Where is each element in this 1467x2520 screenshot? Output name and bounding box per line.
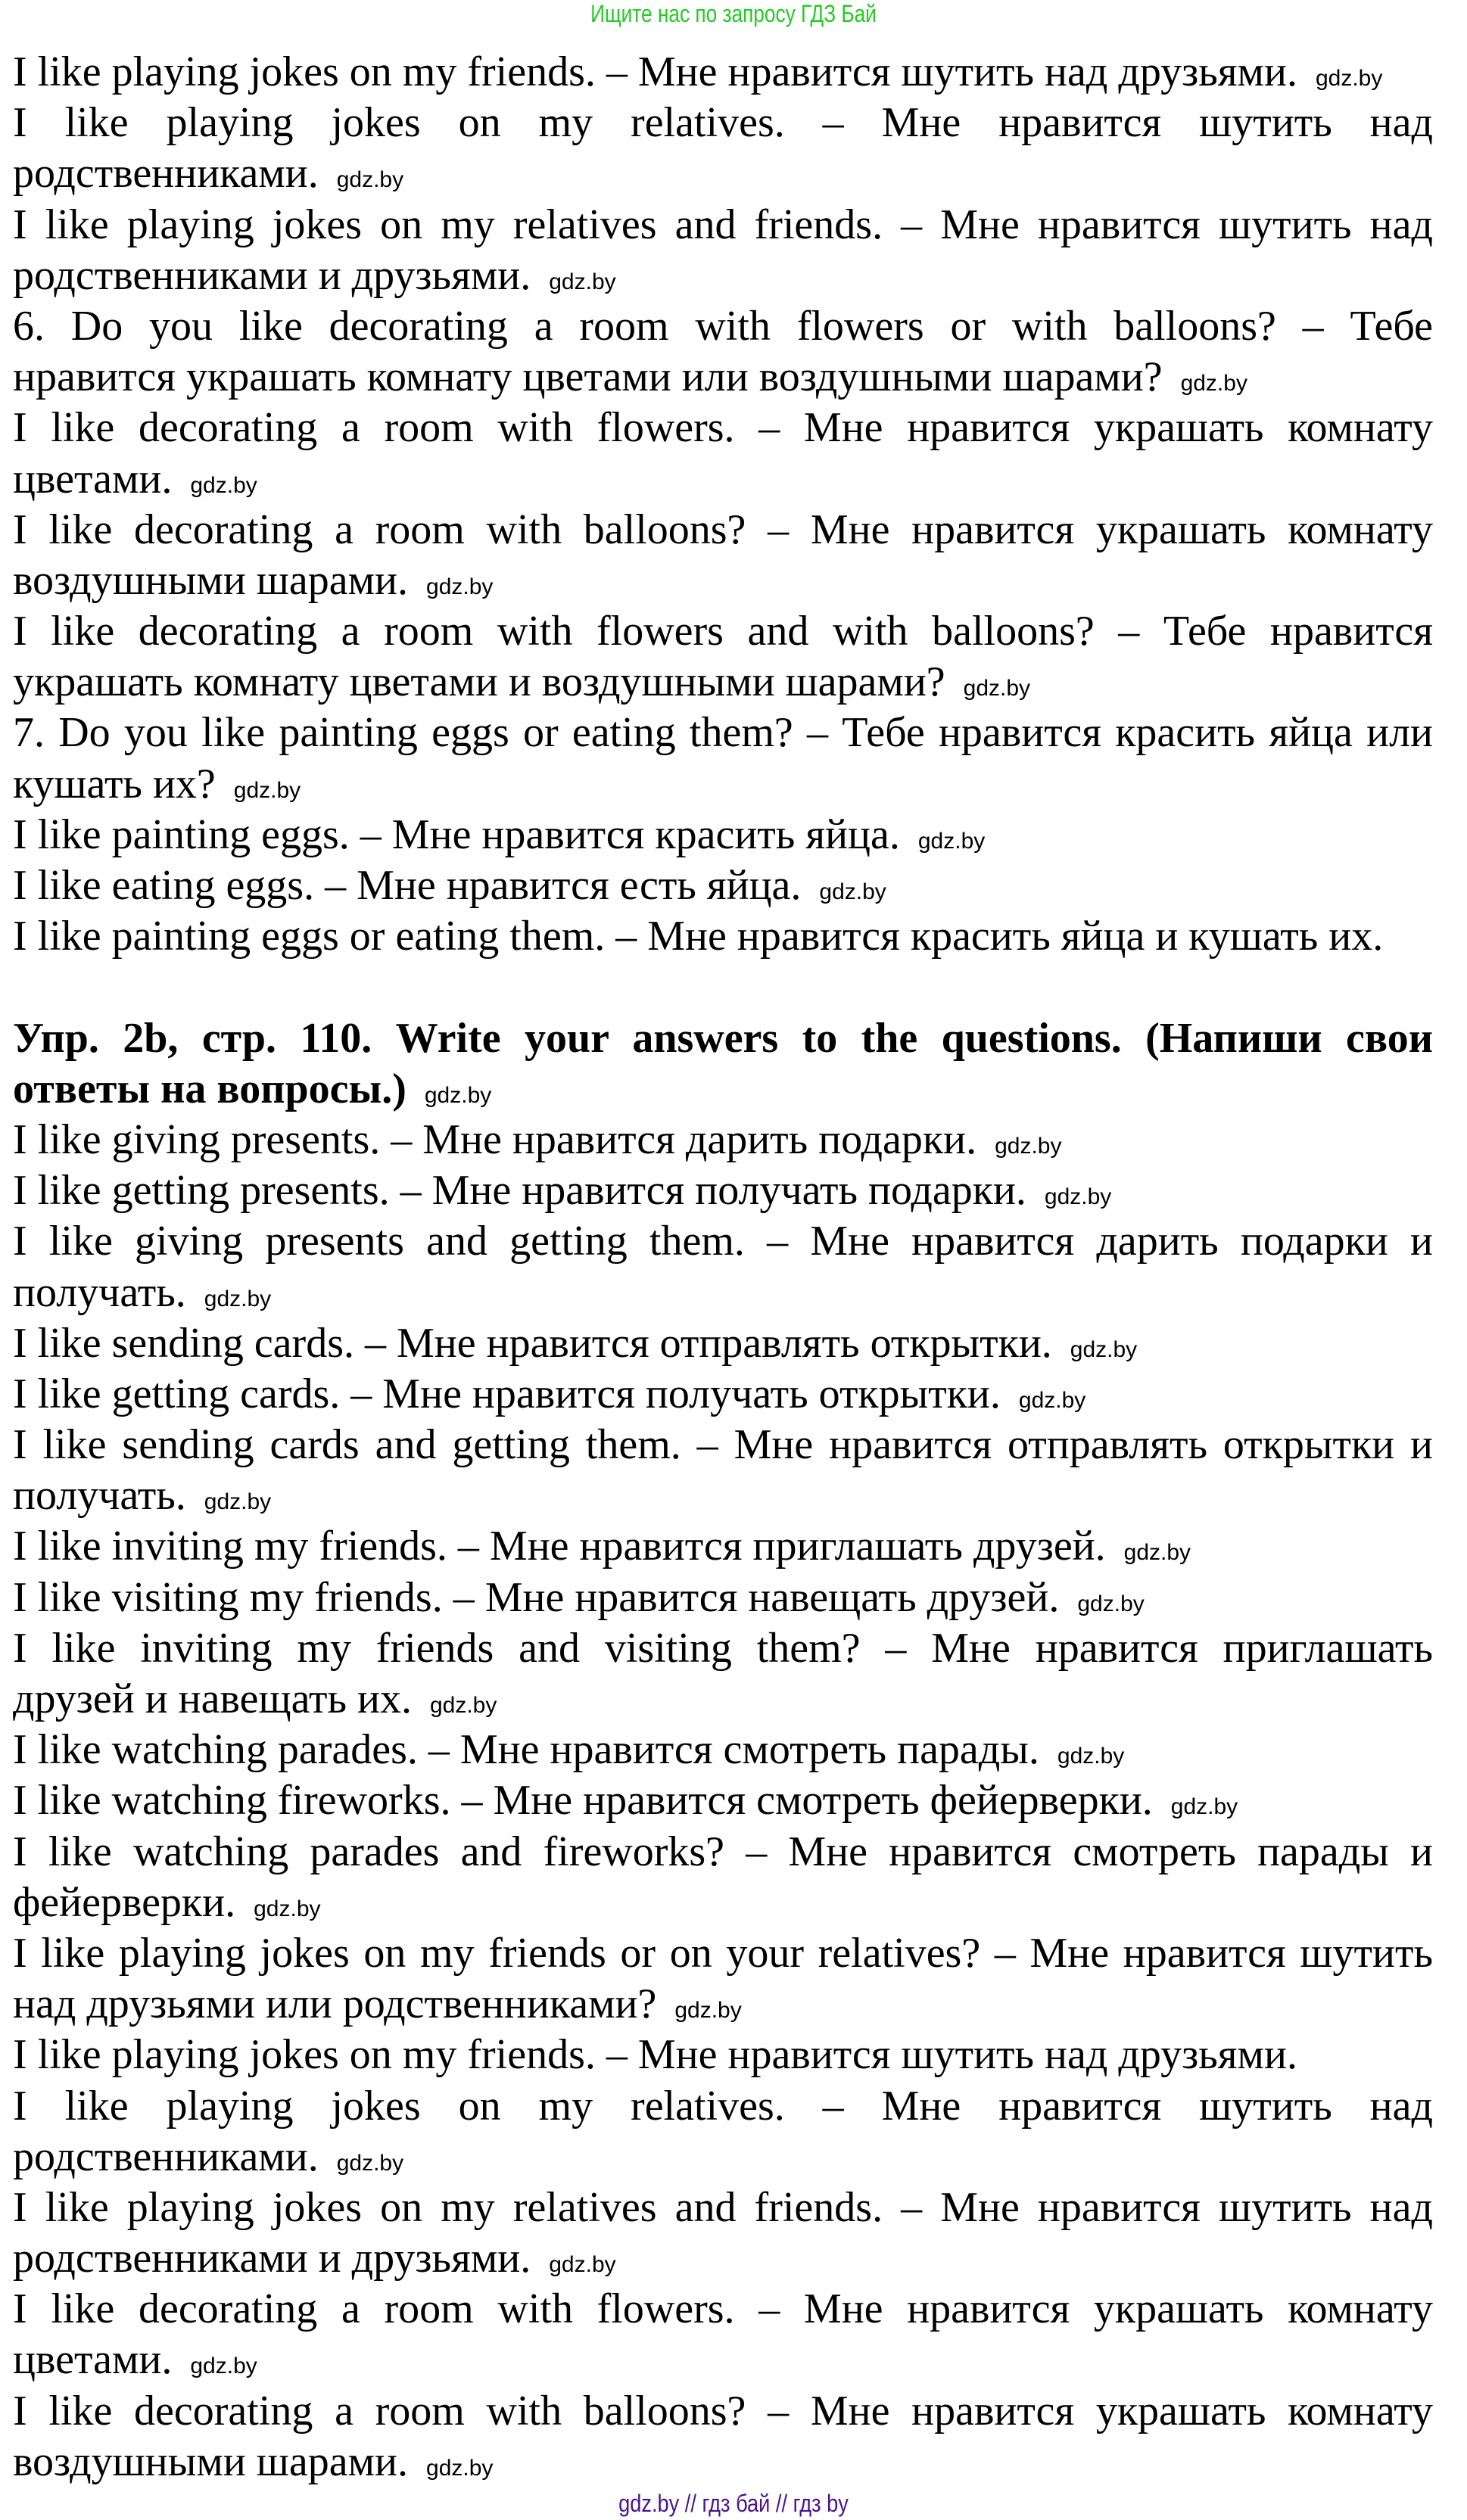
exercise-heading: ответы на вопросы.) bbox=[13, 1065, 406, 1112]
text-line bbox=[13, 1928, 1454, 1979]
line-text: родственниками. bbox=[13, 150, 319, 198]
text-line bbox=[13, 2081, 1454, 2132]
text-line bbox=[13, 2335, 1454, 2385]
watermark-text: gdz.by bbox=[1044, 1184, 1112, 1210]
text-line bbox=[13, 1573, 1454, 1623]
text-line bbox=[13, 606, 1454, 657]
text-line bbox=[13, 505, 1454, 555]
line-text: I like watching fireworks. – Мне нравится смотреть фейерверки. bbox=[13, 1777, 1153, 1825]
exercise-heading: Упр. 2b, стр. 110. Write your answers to the questions. (Напиши свои bbox=[13, 1014, 1433, 1062]
text-line bbox=[13, 2132, 1454, 2182]
text-line bbox=[13, 2437, 1454, 2487]
line-text: I like watching parades and fireworks? – Мне нравится смотреть парады и bbox=[13, 1828, 1433, 1875]
text-line bbox=[13, 301, 1454, 352]
watermark-text: gdz.by bbox=[424, 1082, 492, 1108]
text-line bbox=[13, 1369, 1454, 1420]
text-line bbox=[13, 860, 1454, 911]
line-text: I like getting presents. – Мне нравится получать подарки. bbox=[13, 1167, 1026, 1215]
text-line bbox=[13, 1878, 1454, 1928]
text-line bbox=[13, 1115, 1454, 1165]
line-text: кушать их? bbox=[13, 760, 216, 807]
line-text: I like playing jokes on my friends. – Мне нравится шутить над друзьями. bbox=[13, 48, 1297, 95]
text-line bbox=[13, 47, 1454, 98]
watermark-text: gdz.by bbox=[336, 167, 404, 193]
watermark-text: gdz.by bbox=[549, 2252, 616, 2278]
text-line bbox=[13, 1775, 1454, 1826]
text-line bbox=[13, 2233, 1454, 2284]
line-text: друзей и навещать их. bbox=[13, 1675, 412, 1722]
line-text: родственниками. bbox=[13, 2133, 319, 2180]
line-text: 7. Do you like painting eggs or eating them? – Тебе нравится красить яйца или bbox=[13, 709, 1433, 757]
text-line bbox=[13, 1420, 1454, 1470]
line-text: I like watching parades. – Мне нравится смотреть парады. bbox=[13, 1726, 1039, 1774]
document-body bbox=[13, 47, 1454, 2487]
line-text: цветами. bbox=[13, 455, 173, 502]
text-line bbox=[13, 657, 1454, 708]
text-line bbox=[13, 352, 1454, 403]
text-line bbox=[13, 454, 1454, 505]
blank-line bbox=[13, 962, 1454, 1013]
line-text: I like sending cards and getting them. – Мне нравится отправлять открытки и bbox=[13, 1421, 1433, 1469]
text-line bbox=[13, 1268, 1454, 1318]
line-text: 6. Do you like decorating a room with flowers or with balloons? – Тебе bbox=[13, 302, 1433, 350]
line-text: I like decorating a room with balloons? – Мне нравится украшать комнату bbox=[13, 506, 1433, 553]
text-line bbox=[13, 1827, 1454, 1878]
line-text: I like giving presents. – Мне нравится дарить подарки. bbox=[13, 1115, 977, 1163]
line-text: нравится украшать комнату цветами или воздушными шарами? bbox=[13, 353, 1163, 401]
text-line bbox=[13, 1318, 1454, 1369]
watermark-text: gdz.by bbox=[1018, 1387, 1086, 1413]
text-line bbox=[13, 148, 1454, 199]
line-text: фейерверки. bbox=[13, 1878, 236, 1926]
text-line bbox=[13, 2284, 1454, 2335]
line-text: I like decorating a room with balloons? – Мне нравится украшать комнату bbox=[13, 2387, 1433, 2434]
text-line bbox=[13, 555, 1454, 606]
line-text: получать. bbox=[13, 1472, 186, 1520]
line-text: получать. bbox=[13, 1268, 186, 1316]
line-text: I like eating eggs. – Мне нравится есть яйца. bbox=[13, 862, 802, 909]
watermark-text: gdz.by bbox=[819, 879, 886, 904]
line-text: I like decorating a room with flowers. – Мне нравится украшать комнату bbox=[13, 2285, 1433, 2333]
watermark-text: gdz.by bbox=[1180, 371, 1247, 397]
watermark-text: gdz.by bbox=[963, 676, 1031, 702]
text-line bbox=[13, 2182, 1454, 2233]
watermark-text: gdz.by bbox=[204, 1489, 272, 1515]
line-text: I like playing jokes on my relatives and friends. – Мне нравится шутить над bbox=[13, 2183, 1433, 2231]
line-text: I like decorating a room with flowers and with balloons? – Тебе нравится bbox=[13, 608, 1433, 655]
watermark-text: gdz.by bbox=[204, 1286, 272, 1311]
line-text: родственниками и друзьями. bbox=[13, 2235, 531, 2282]
line-text: I like sending cards. – Мне нравится отправлять открытки. bbox=[13, 1319, 1052, 1367]
text-line bbox=[13, 250, 1454, 301]
line-text: I like painting eggs. – Мне нравится красить яйца. bbox=[13, 810, 900, 858]
line-text: воздушными шарами. bbox=[13, 2438, 409, 2485]
text-line bbox=[13, 1725, 1454, 1775]
text-line bbox=[13, 2386, 1454, 2437]
line-text: I like playing jokes on my friends or on your relatives? – Мне нравится шутить bbox=[13, 1929, 1433, 1977]
line-text: воздушными шарами. bbox=[13, 556, 409, 604]
footer-links[interactable]: gdz.by // гдз бай // гдз by bbox=[618, 2490, 849, 2517]
line-text: I like decorating a room with flowers. – Мне нравится украшать комнату bbox=[13, 404, 1433, 452]
watermark-text: gdz.by bbox=[426, 574, 494, 599]
text-line bbox=[13, 1013, 1454, 1064]
line-text: I like playing jokes on my relatives. – Мне нравится шутить над bbox=[13, 2082, 1433, 2130]
text-line bbox=[13, 810, 1454, 860]
text-line bbox=[13, 1470, 1454, 1521]
watermark-text: gdz.by bbox=[190, 2354, 257, 2379]
watermark-text: gdz.by bbox=[254, 1896, 321, 1921]
line-text: I like playing jokes on my relatives. – Мне нравится шутить над bbox=[13, 99, 1433, 147]
text-line bbox=[13, 1064, 1454, 1115]
line-text: I like getting cards. – Мне нравится получать открытки. bbox=[13, 1370, 1001, 1417]
watermark-text: gdz.by bbox=[1077, 1591, 1145, 1616]
text-line bbox=[13, 1979, 1454, 2030]
text-line bbox=[13, 1165, 1454, 1216]
line-text: I like playing jokes on my friends. – Мне нравится шутить над друзьями. bbox=[13, 2031, 1297, 2079]
watermark-text: gdz.by bbox=[1123, 1540, 1191, 1566]
watermark-text: gdz.by bbox=[426, 2455, 494, 2481]
watermark-text: gdz.by bbox=[1170, 1794, 1238, 1820]
watermark-text: gdz.by bbox=[995, 1133, 1062, 1159]
watermark-text: gdz.by bbox=[233, 777, 301, 803]
text-line bbox=[13, 200, 1454, 250]
text-line bbox=[13, 1216, 1454, 1267]
line-text: родственниками и друзьями. bbox=[13, 251, 531, 299]
line-text: I like painting eggs or eating them. – Мне нравится красить яйца и кушать их. bbox=[13, 913, 1384, 960]
line-text: I like inviting my friends. – Мне нравится приглашать друзей. bbox=[13, 1523, 1106, 1570]
watermark-text: gdz.by bbox=[336, 2150, 404, 2176]
text-line bbox=[13, 708, 1454, 758]
text-line bbox=[13, 403, 1454, 453]
watermark-text: gdz.by bbox=[549, 269, 616, 294]
line-text: украшать комнату цветами и воздушными шарами? bbox=[13, 658, 945, 706]
line-text: цветами. bbox=[13, 2336, 173, 2384]
text-line bbox=[13, 1623, 1454, 1674]
watermark-text: gdz.by bbox=[674, 1998, 742, 2024]
line-text: I like giving presents and getting them. – Мне нравится дарить подарки и bbox=[13, 1218, 1433, 1265]
line-text: над друзьями или родственниками? bbox=[13, 1980, 657, 2028]
text-line bbox=[13, 911, 1454, 962]
watermark-text: gdz.by bbox=[917, 828, 986, 854]
search-banner[interactable]: Ищите нас по запросу ГДЗ Бай bbox=[590, 0, 877, 27]
watermark-text: gdz.by bbox=[429, 1693, 497, 1718]
watermark-text: gdz.by bbox=[190, 472, 257, 498]
watermark-text: gdz.by bbox=[1315, 66, 1383, 91]
line-text: I like playing jokes on my relatives and friends. – Мне нравится шутить над bbox=[13, 201, 1433, 248]
text-line bbox=[13, 2030, 1454, 2080]
text-line bbox=[13, 98, 1454, 148]
text-line bbox=[13, 759, 1454, 810]
text-line bbox=[13, 1674, 1454, 1725]
watermark-text: gdz.by bbox=[1057, 1744, 1125, 1769]
line-text: I like visiting my friends. – Мне нравится навещать друзей. bbox=[13, 1573, 1060, 1621]
watermark-text: gdz.by bbox=[1070, 1336, 1138, 1362]
line-text: I like inviting my friends and visiting them? – Мне нравится приглашать bbox=[13, 1624, 1433, 1672]
text-line bbox=[13, 1521, 1454, 1572]
